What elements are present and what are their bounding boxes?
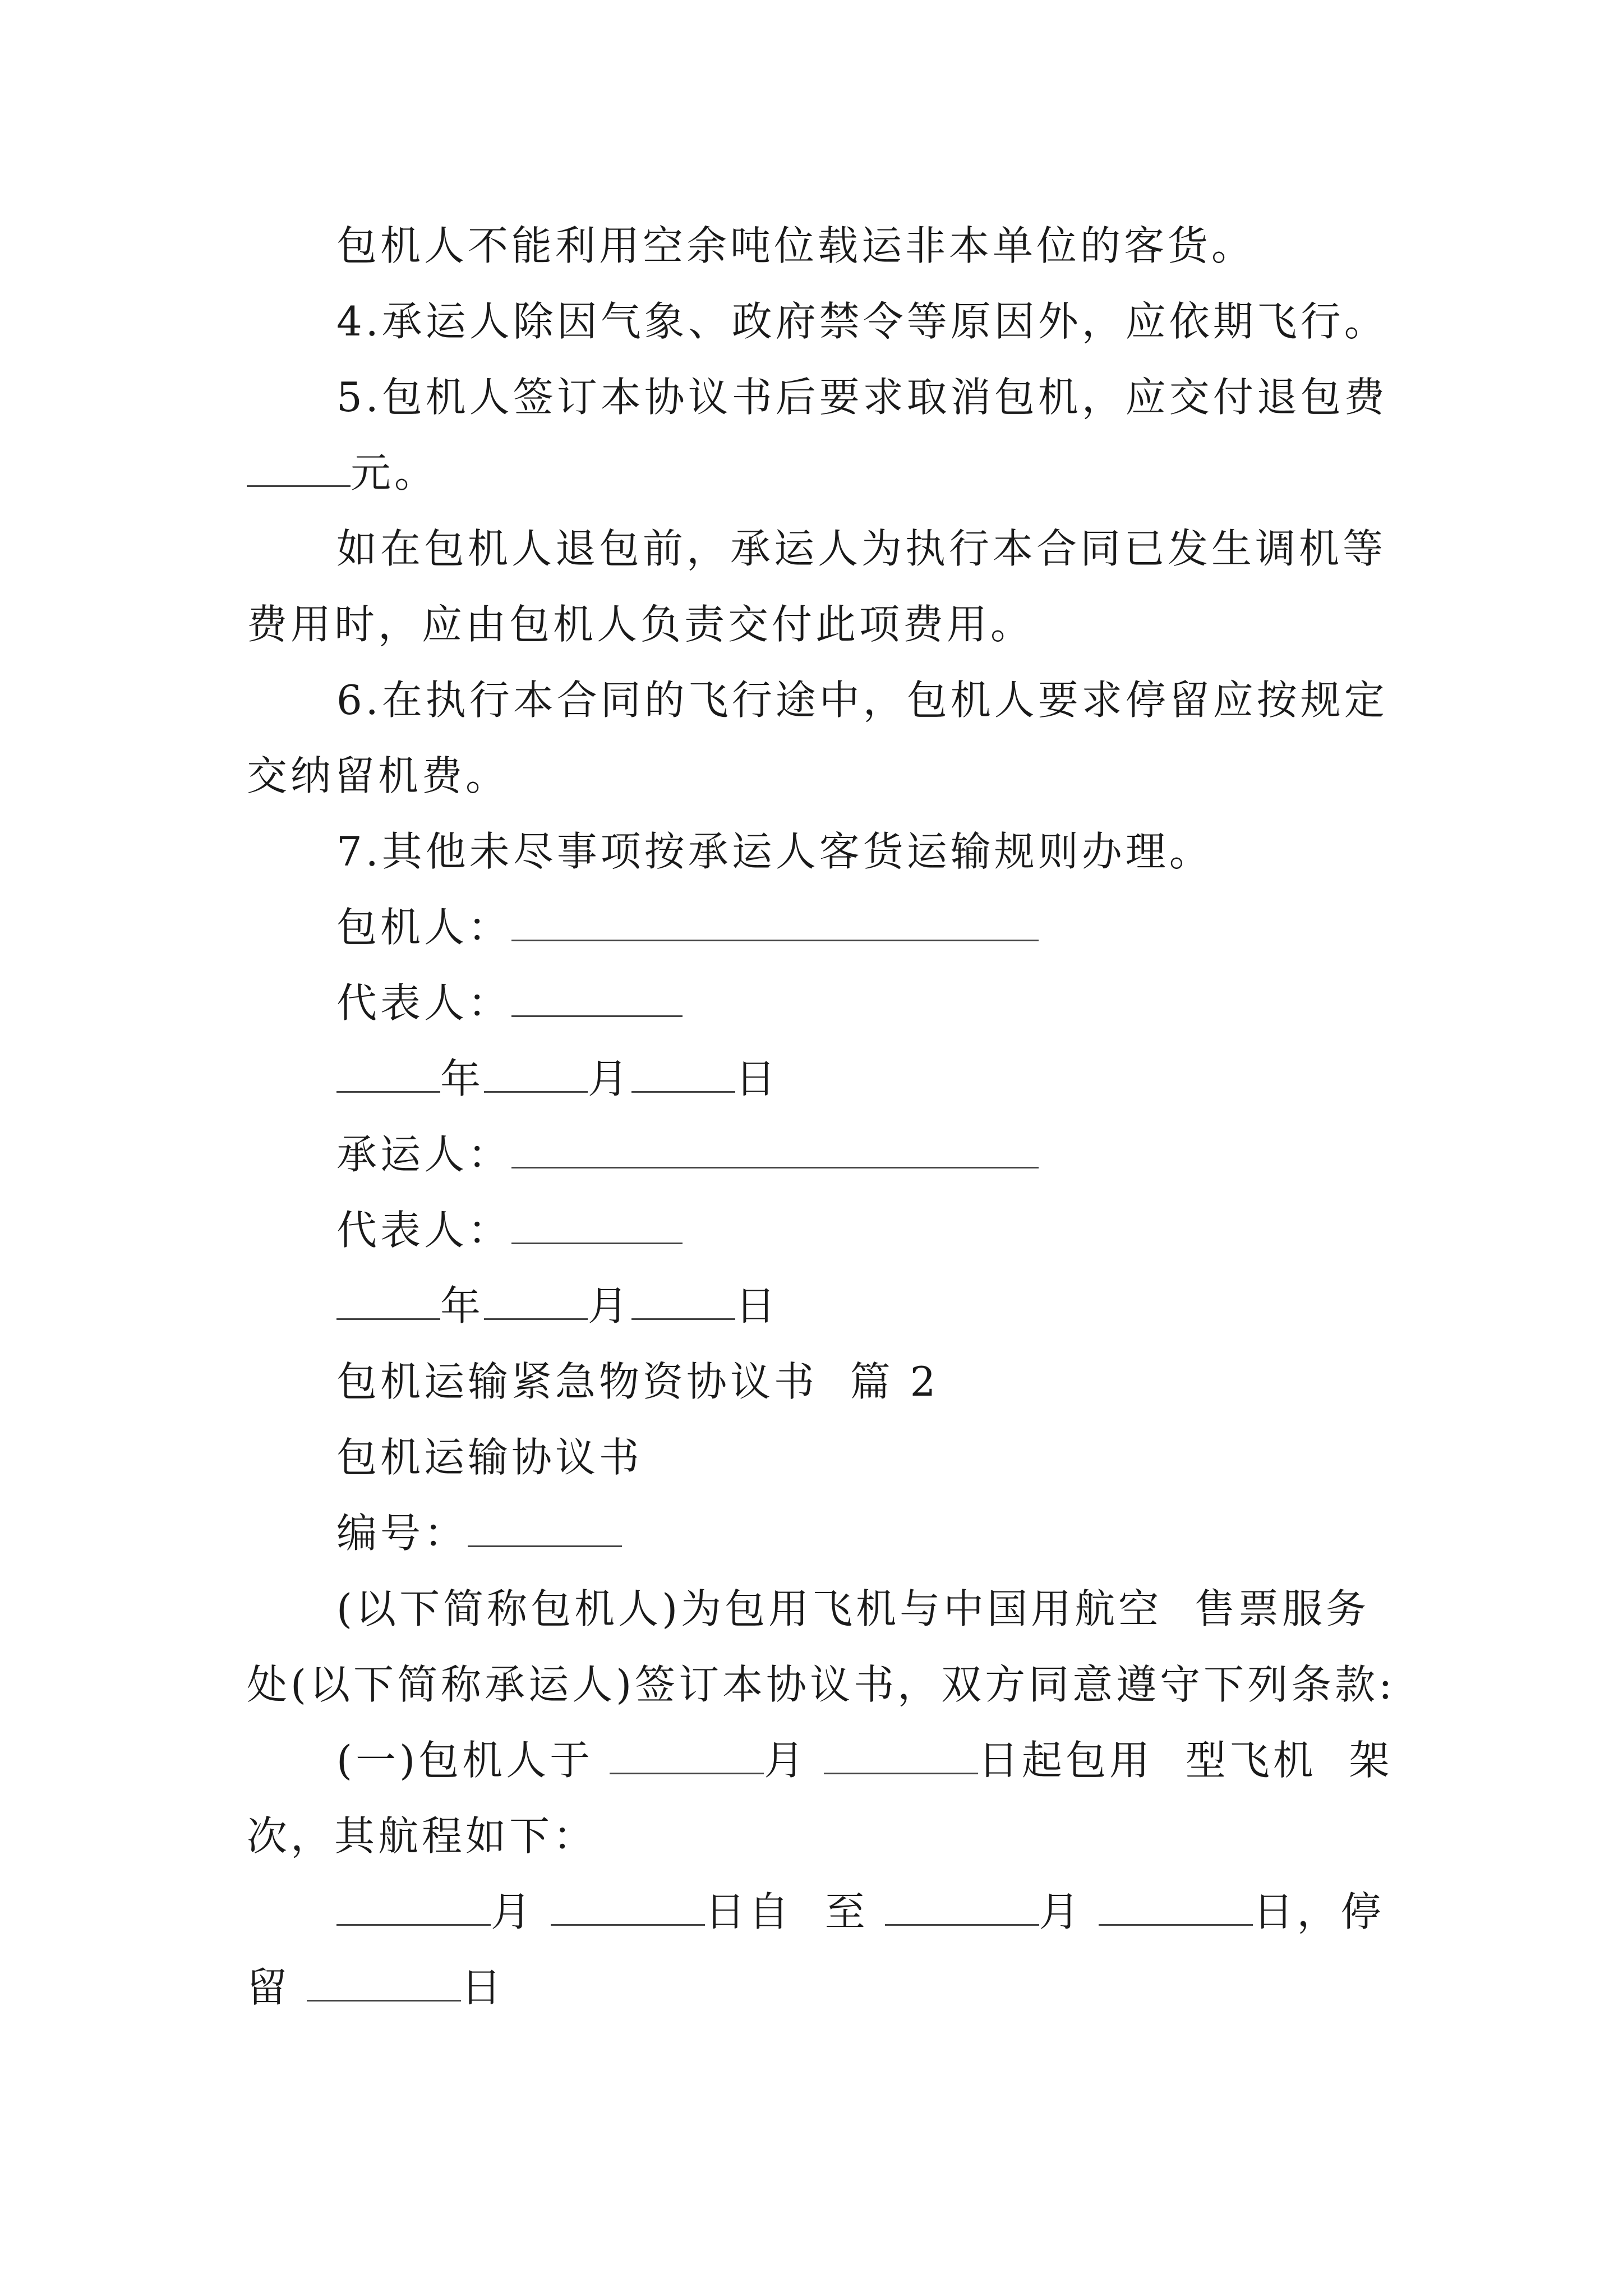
day-blank-1 bbox=[631, 1056, 735, 1093]
clause1-day-blank bbox=[824, 1738, 978, 1774]
clause1-line1 bbox=[336, 1733, 1393, 1787]
route-month2-blank bbox=[885, 1889, 1039, 1926]
section2-heading: 包机运输紧急物资协议书 篇 2 bbox=[336, 1358, 939, 1405]
route-day2-blank bbox=[1099, 1889, 1253, 1926]
representative-label-2: 代表人： bbox=[336, 1207, 512, 1254]
text-line-9: 7.其他未尽事项按承运人客货运输规则办理。 bbox=[336, 828, 1213, 875]
route-month-blank bbox=[336, 1889, 491, 1926]
carrier-blank bbox=[511, 1132, 1039, 1168]
route-line bbox=[336, 1885, 1384, 1939]
para1-line2: 处(以下简称承运人)签订本协议书，双方同意遵守下列条款: bbox=[247, 1661, 1396, 1708]
text-line-8: 交纳留机费。 bbox=[247, 752, 510, 799]
stay-line bbox=[247, 1961, 505, 2014]
number-line bbox=[336, 1506, 622, 1560]
route-day-blank bbox=[551, 1889, 705, 1926]
number-blank bbox=[468, 1511, 622, 1547]
text-line-2: 4.承运人除因气象、政府禁令等原因外，应依期飞行。 bbox=[336, 298, 1388, 345]
text-line-6: 费用时，应由包机人负责交付此项费用。 bbox=[247, 601, 1035, 648]
carrier-line bbox=[336, 1128, 1039, 1181]
month-blank-1 bbox=[484, 1056, 588, 1093]
stay-blank bbox=[307, 1965, 461, 2001]
charterer-blank bbox=[511, 905, 1039, 941]
date-line-1 bbox=[336, 1052, 779, 1106]
representative-blank-2 bbox=[511, 1208, 683, 1244]
text-line-5: 如在包机人退包前，承运人为执行本合同已发生调机等 bbox=[336, 525, 1387, 572]
representative-blank-1 bbox=[511, 981, 683, 1017]
refund-fee-blank bbox=[247, 450, 351, 487]
text-line-7: 6.在执行本合同的飞行途中，包机人要求停留应按规定 bbox=[336, 677, 1388, 724]
charterer-line bbox=[336, 900, 1039, 954]
day-label-1: 日 bbox=[735, 1055, 780, 1102]
text-line-3: 5.包机人签订本协议书后要求取消包机，应交付退包费 bbox=[336, 374, 1388, 421]
route-month2: 月 bbox=[1039, 1888, 1099, 1935]
clause1-prefix: (一)包机人于 bbox=[336, 1737, 610, 1784]
clause1-line2: 次，其航程如下： bbox=[247, 1812, 597, 1860]
refund-fee-unit: 元。 bbox=[351, 449, 439, 496]
route-month: 月 bbox=[491, 1888, 551, 1935]
stay-prefix: 留 bbox=[247, 1964, 307, 2011]
route-from-to: 日自 至 bbox=[704, 1888, 885, 1935]
route-day-stay: 日，停 bbox=[1253, 1888, 1385, 1935]
year-blank-1 bbox=[336, 1056, 440, 1093]
representative-label-1: 代表人： bbox=[336, 979, 512, 1027]
refund-fee-line bbox=[247, 446, 438, 500]
representative-line-2 bbox=[336, 1203, 683, 1257]
section2-title: 包机运输协议书 bbox=[336, 1434, 643, 1481]
month-blank-2 bbox=[484, 1283, 588, 1320]
day-label-2: 日 bbox=[735, 1282, 780, 1329]
day-blank-2 bbox=[631, 1283, 735, 1320]
date-line-2 bbox=[336, 1279, 779, 1333]
stay-day: 日 bbox=[460, 1964, 505, 2011]
year-label-2: 年 bbox=[440, 1282, 485, 1329]
text-line-1: 包机人不能利用空余吨位载运非本单位的客货。 bbox=[336, 222, 1256, 269]
month-label-1: 月 bbox=[588, 1055, 632, 1102]
charterer-label: 包机人： bbox=[336, 904, 512, 951]
representative-line-1 bbox=[336, 976, 683, 1030]
number-label: 编号： bbox=[336, 1510, 468, 1557]
month-label-2: 月 bbox=[588, 1282, 632, 1329]
year-blank-2 bbox=[336, 1283, 440, 1320]
para1-line1: (以下简称包机人)为包用飞机与中国用航空 售票服务 bbox=[336, 1585, 1370, 1632]
year-label-1: 年 bbox=[440, 1055, 485, 1102]
carrier-label: 承运人： bbox=[336, 1131, 512, 1178]
clause1-month: 月 bbox=[764, 1737, 824, 1784]
clause1-suffix: 日起包用 型飞机 架 bbox=[978, 1737, 1393, 1784]
clause1-month-blank bbox=[610, 1738, 764, 1774]
